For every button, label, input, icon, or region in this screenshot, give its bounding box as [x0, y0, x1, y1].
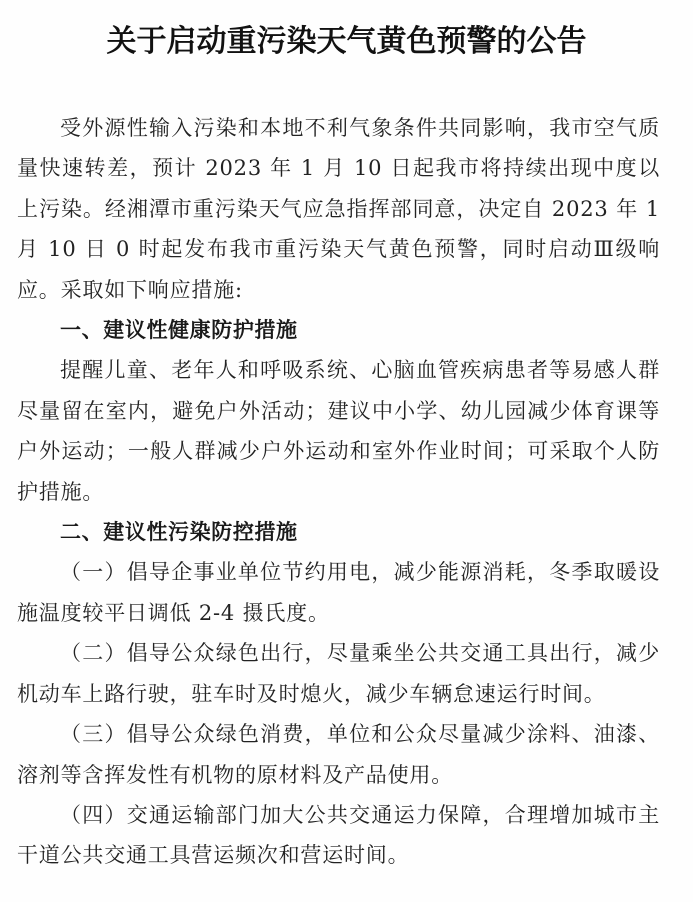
section-heading-health: 一、建议性健康防护措施 [60, 318, 298, 343]
section-heading-pollution-control: 二、建议性污染防控措施 [60, 520, 298, 545]
measure-paragraph-3: （三）倡导公众绿色消费，单位和公众尽量减少涂料、油漆、溶剂等含挥发性有机物的原材料及产品使用。 [17, 722, 660, 787]
document-body [17, 108, 660, 876]
measure-paragraph-1: （一）倡导企事业单位节约用电，减少能源消耗，冬季取暖设施温度较平日调低 2-4 摄氏度。 [17, 560, 660, 625]
document-title: 关于启动重污染天气黄色预警的公告 [106, 24, 587, 59]
health-measures-paragraph: 提醒儿童、老年人和呼吸系统、心脑血管疾病患者等易感人群尽量留在室内，避免户外活动；建议中小学、幼儿园减少体育课等户外运动；一般人群减少户外运动和室外作业时间；可采取个人防护措施。 [17, 358, 660, 504]
measure-paragraph-2: （二）倡导公众绿色出行，尽量乘坐公共交通工具出行，减少机动车上路行驶，驻车时及时熄火，减少车辆怠速运行时间。 [17, 641, 660, 706]
intro-paragraph: 受外源性输入污染和本地不利气象条件共同影响，我市空气质量快速转差，预计 2023 年 1 月 10 日起我市将持续出现中度以上污染。经湘潭市重污染天气应急指挥部同意，决定自 2023 年 1 月 10 日 0 时起发布我市重污染天气黄色预警，同时启动Ⅲ级响应。采取如下响应措施: [17, 116, 660, 302]
measure-paragraph-4: （四）交通运输部门加大公共交通运力保障，合理增加城市主干道公共交通工具营运频次和营运时间。 [17, 802, 660, 868]
